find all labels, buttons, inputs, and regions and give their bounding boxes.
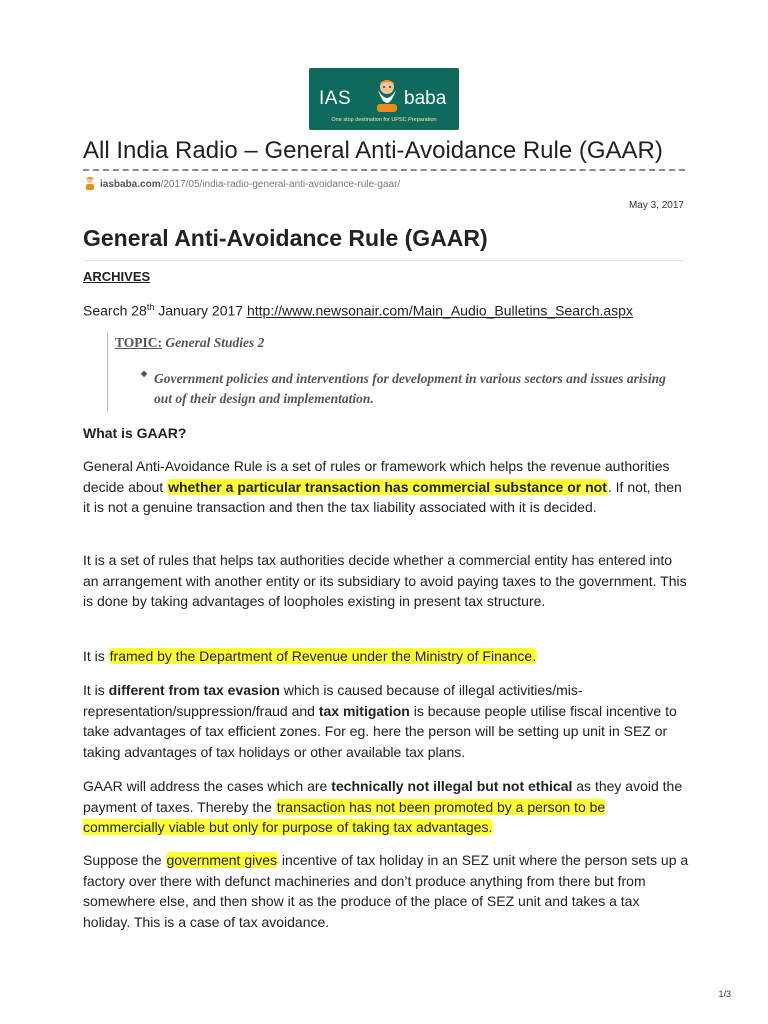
- p1-highlight: whether a particular transaction has commercial substance or not: [168, 478, 607, 495]
- topic-label: TOPIC:: [115, 335, 163, 350]
- p5-text-a: GAAR will address the cases which are: [83, 778, 332, 794]
- p5-highlight: transaction has not been promoted by a person to be commercially viable but only for purpose of taking tax advantages.: [83, 798, 606, 835]
- p3-highlight: framed by the Department of Revenue under the Ministry of Finance.: [109, 648, 537, 664]
- paragraph-1: [83, 456, 689, 518]
- logo-tagline: One stop destination for UPSC Preparation: [331, 117, 437, 123]
- section-heading-gaar: What is GAAR?: [83, 425, 187, 441]
- p5-bold: technically not illegal but not ethical: [331, 778, 573, 794]
- source-path[interactable]: /2017/05/india-radio-general-anti-avoidance-rule-gaar/: [160, 179, 401, 190]
- p6-text-b: incentive of tax holiday in an SEZ unit where the person sets up a factory over there with defunct machineries and don’t produce anything from there but from somewhere else, and then show it as the produce of the place of SEZ unit and takes a tax holiday. This is a case of tax avoidance.: [83, 852, 689, 930]
- bulletin-search-link[interactable]: http://www.newsonair.com/Main_Audio_Bulletins_Search.aspx: [246, 302, 633, 319]
- paragraph-5: [83, 776, 689, 838]
- p6-text-a: Suppose the: [83, 852, 166, 868]
- source-domain[interactable]: iasbaba.com: [100, 179, 161, 190]
- publish-date: May 3, 2017: [628, 200, 684, 211]
- p4-text-c: which is caused because of illegal activities/mis-representation/suppression/fraud and: [83, 682, 583, 719]
- logo-text-ias: IAS: [319, 88, 352, 109]
- p1-text-a: General Anti-Avoidance Rule is a set of rules or framework which helps the revenue authorities decide about: [83, 458, 670, 495]
- topic-item: Government policies and interventions for development in various sectors and issues arising out of their design and implementation.: [154, 371, 666, 406]
- title-divider: [83, 169, 685, 171]
- sage-mascot-icon: [373, 76, 401, 112]
- topic-line: [115, 335, 264, 351]
- p1-text-b: . If not, then it is not a genuine transaction and then the tax liability associated with it is decided.: [83, 478, 682, 515]
- title-rule: [83, 260, 685, 261]
- topic-blockquote: [107, 332, 686, 412]
- sage-favicon-icon: [84, 176, 96, 190]
- search-line: [83, 302, 633, 319]
- source-url[interactable]: [84, 176, 400, 190]
- diamond-bullet-icon: ◆: [141, 369, 148, 378]
- paragraph-2: It is a set of rules that helps tax authorities decide whether a commercial entity has entered into an arrangement with another entity or its subsidiary to avoid paying taxes to the government. This is done by taking advantages of loopholes existing in present tax structure.: [83, 552, 687, 609]
- paragraph-3: [83, 646, 689, 667]
- logo-text-baba: baba: [404, 88, 447, 109]
- p4-bold-mitigation: tax mitigation: [318, 702, 410, 719]
- p6-highlight: government gives: [166, 852, 278, 868]
- article-title: General Anti-Avoidance Rule (GAAR): [83, 225, 488, 251]
- p4-text-d: is because people utilise fiscal incentive to take advantages of tax efficient zones. For eg. here the person will be setting up unit in SEZ or taking advantages of tax holidays or other available tax plans.: [83, 702, 677, 760]
- paragraph-4: [83, 680, 689, 762]
- p4-bold-evasion: different from tax evasion: [108, 682, 280, 698]
- search-sup: th: [146, 302, 155, 312]
- archives-link[interactable]: ARCHIVES: [83, 269, 151, 284]
- page-number: 1/3: [718, 989, 731, 999]
- p3-text-a: It is: [83, 648, 109, 664]
- p5-text-c: as they avoid the payment of taxes. Thereby the: [83, 778, 683, 815]
- document-title: All India Radio – General Anti-Avoidance Rule (GAAR): [83, 137, 663, 164]
- search-suffix: January 2017: [154, 302, 247, 319]
- p4-text-a: It is: [83, 682, 109, 698]
- iasbaba-logo: [309, 68, 459, 130]
- search-prefix: Search 28: [83, 302, 147, 319]
- topic-value: General Studies 2: [162, 335, 265, 350]
- paragraph-6: [83, 850, 689, 932]
